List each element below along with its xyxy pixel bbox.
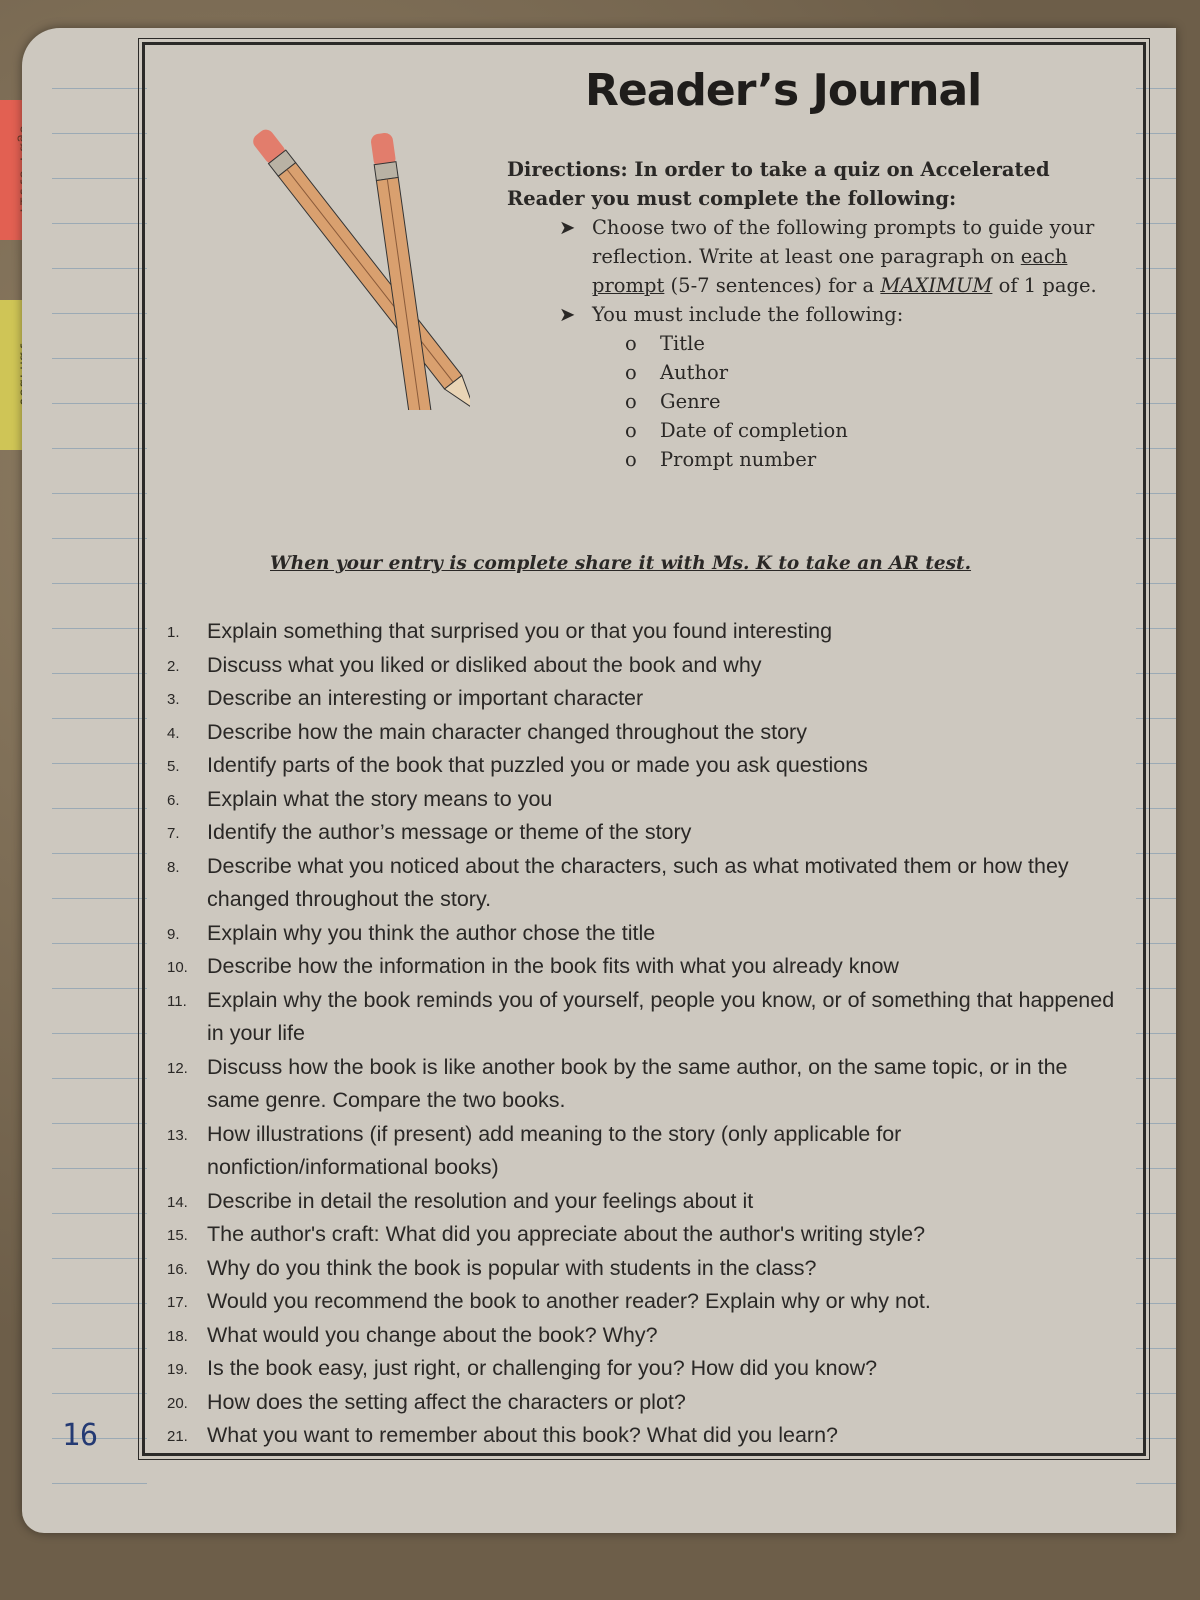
- prompt-text: Describe what you noticed about the characters, such as what motivated them or how they changed throughout the story.: [207, 853, 1069, 911]
- prompt-number: 3.: [167, 691, 180, 708]
- directions-bullet-include: [507, 300, 1097, 329]
- prompt-number: 14.: [167, 1193, 188, 1211]
- ruled-line: [52, 358, 147, 359]
- prompt-text: Explain what the story means to you: [207, 786, 553, 811]
- ruled-line: [52, 88, 147, 89]
- prompt-item: [167, 816, 1117, 850]
- ruled-line: [52, 448, 147, 449]
- prompt-item: [167, 1118, 1117, 1185]
- prompt-text: Why do you think the book is popular with students in the class?: [207, 1255, 817, 1280]
- ruled-line: [1136, 1483, 1176, 1484]
- prompt-number: 15.: [167, 1227, 188, 1244]
- prompt-item: [167, 850, 1117, 917]
- prompt-item: [167, 716, 1117, 750]
- ruled-line: [52, 1213, 147, 1214]
- include-item-label: Title: [660, 332, 705, 355]
- include-item: [507, 329, 1097, 358]
- prompt-number: 20.: [167, 1394, 188, 1412]
- ruled-line: [52, 1258, 147, 1259]
- text: MAXIMUM: [880, 274, 993, 297]
- prompt-item: [167, 1386, 1117, 1420]
- prompt-text: How does the setting affect the characters or plot?: [207, 1389, 686, 1414]
- prompt-item: [167, 615, 1117, 649]
- prompt-item: [167, 1352, 1117, 1386]
- ruled-line: [52, 223, 147, 224]
- prompt-number: 4.: [167, 724, 180, 742]
- prompt-number: 21.: [167, 1428, 188, 1445]
- page-number: 16: [62, 1418, 99, 1453]
- prompt-text: Describe in detail the resolution and your feelings about it: [207, 1188, 754, 1213]
- prompt-item: [167, 1252, 1117, 1286]
- text: each: [1020, 245, 1068, 268]
- ruled-line: [52, 1483, 147, 1484]
- prompt-text: Describe an interesting or important character: [207, 686, 644, 710]
- ruled-line: [52, 403, 147, 404]
- include-item-label: Prompt number: [660, 448, 817, 471]
- text: (5-7 sentences) for a: [664, 274, 881, 297]
- prompt-item: [167, 682, 1117, 716]
- prompt-item: [167, 1218, 1117, 1252]
- ruled-line: [52, 133, 147, 134]
- ruled-line: [52, 493, 147, 494]
- ruled-line: [52, 583, 147, 584]
- prompt-item: [167, 917, 1117, 951]
- prompt-number: 2.: [167, 657, 180, 675]
- text: prompt: [592, 274, 665, 297]
- circle-bullet-icon: o: [625, 332, 637, 355]
- prompt-text: Explain something that surprised you or that you found interesting: [207, 619, 833, 643]
- ruled-line: [52, 1168, 147, 1169]
- page-title: Reader’s Journal: [585, 65, 982, 116]
- include-item: [507, 445, 1097, 474]
- prompt-number: 10.: [167, 959, 188, 976]
- prompt-text: How illustrations (if present) add meaning to the story (only applicable for nonfiction/informational books): [207, 1121, 902, 1179]
- ruled-line: [52, 673, 147, 674]
- prompt-text: Discuss what you liked or disliked about the book and why: [207, 652, 762, 677]
- prompt-text: Explain why you think the author chose the title: [207, 920, 656, 945]
- prompt-number: 1.: [167, 624, 180, 641]
- include-item: [507, 387, 1097, 416]
- ruled-line: [52, 1303, 147, 1304]
- prompt-item: [167, 1419, 1117, 1453]
- prompt-number: 5.: [167, 758, 180, 775]
- prompt-text: Is the book easy, just right, or challenging for you? How did you know?: [207, 1356, 878, 1380]
- prompt-item: [167, 649, 1117, 683]
- prompt-number: 17.: [167, 1294, 188, 1311]
- prompt-number: 7.: [167, 825, 180, 842]
- circle-bullet-icon: o: [625, 448, 637, 471]
- directions: [507, 155, 1097, 474]
- prompt-number: 19.: [167, 1361, 188, 1378]
- prompt-text: Describe how the main character changed throughout the story: [207, 719, 807, 744]
- prompt-number: 11.: [167, 992, 187, 1010]
- directions-heading-line: Reader you must complete the following:: [507, 187, 957, 210]
- circle-bullet-icon: o: [625, 419, 637, 442]
- ruled-line: [52, 853, 147, 854]
- ruled-line: [52, 1348, 147, 1349]
- directions-heading: [507, 155, 1097, 213]
- pencils-icon: [230, 110, 470, 410]
- prompt-list: [167, 615, 1117, 1453]
- prompt-item: [167, 749, 1117, 783]
- prompt-item: [167, 1185, 1117, 1219]
- include-item: [507, 416, 1097, 445]
- text: Choose two of the following prompts to guide your reflection. Write at least one paragraph on: [592, 216, 1095, 268]
- prompt-text: Describe how the information in the book fits with what you already know: [207, 954, 899, 978]
- prompt-number: 13.: [167, 1126, 188, 1144]
- prompt-item: [167, 1051, 1117, 1118]
- prompt-number: 8.: [167, 858, 180, 876]
- completion-note: When your entry is complete share it with Ms. K to take an AR test.: [270, 553, 972, 574]
- ruled-line: [52, 1078, 147, 1079]
- prompt-number: 9.: [167, 925, 180, 943]
- circle-bullet-icon: o: [625, 361, 637, 384]
- ruled-line: [52, 178, 147, 179]
- prompt-text: Explain why the book reminds you of yourself, people you know, or of something that happened in your life: [207, 987, 1115, 1045]
- directions-heading-line: Directions: In order to take a quiz on Accelerated: [507, 158, 1050, 181]
- ruled-line: [52, 718, 147, 719]
- prompt-text: What would you change about the book? Why?: [207, 1322, 658, 1347]
- include-item-label: Date of completion: [660, 419, 848, 442]
- ruled-line: [52, 763, 147, 764]
- text: of 1 page.: [992, 274, 1097, 297]
- ruled-line: [52, 1123, 147, 1124]
- include-item: [507, 358, 1097, 387]
- ruled-line: [52, 1393, 147, 1394]
- ruled-line: [52, 1033, 147, 1034]
- prompt-text: Would you recommend the book to another reader? Explain why or why not.: [207, 1289, 931, 1313]
- prompt-text: Discuss how the book is like another book by the same author, on the same topic, or in the same genre. Compare the two books.: [207, 1054, 1068, 1112]
- arrow-bullet-icon: ➤: [559, 303, 576, 326]
- prompt-item: [167, 1319, 1117, 1353]
- prompt-text: The author's craft: What did you appreciate about the author's writing style?: [207, 1222, 926, 1246]
- notebook-page: [22, 28, 1176, 1533]
- text: You must include the following:: [592, 303, 904, 326]
- handout-box: [142, 42, 1146, 1456]
- ruled-line: [52, 268, 147, 269]
- ruled-line: [52, 313, 147, 314]
- prompt-item: [167, 950, 1117, 984]
- prompt-item: [167, 783, 1117, 817]
- include-item-label: Genre: [660, 390, 721, 413]
- prompt-text: Identify the author’s message or theme of the story: [207, 820, 692, 844]
- arrow-bullet-icon: ➤: [559, 216, 576, 239]
- ruled-line: [52, 898, 147, 899]
- prompt-number: 18.: [167, 1327, 188, 1345]
- prompt-text: What you want to remember about this book? What did you learn?: [207, 1423, 839, 1447]
- prompt-number: 16.: [167, 1260, 188, 1278]
- ruled-line: [52, 808, 147, 809]
- include-item-label: Author: [660, 361, 729, 384]
- ruled-line: [52, 943, 147, 944]
- prompt-number: 12.: [167, 1059, 188, 1077]
- ruled-line: [52, 988, 147, 989]
- prompt-item: [167, 984, 1117, 1051]
- ruled-line: [52, 628, 147, 629]
- prompt-item: [167, 1285, 1117, 1319]
- prompt-text: Identify parts of the book that puzzled you or made you ask questions: [207, 753, 868, 777]
- prompt-number: 6.: [167, 791, 180, 809]
- circle-bullet-icon: o: [625, 390, 637, 413]
- directions-bullet-prompts: [507, 213, 1097, 300]
- ruled-line: [52, 538, 147, 539]
